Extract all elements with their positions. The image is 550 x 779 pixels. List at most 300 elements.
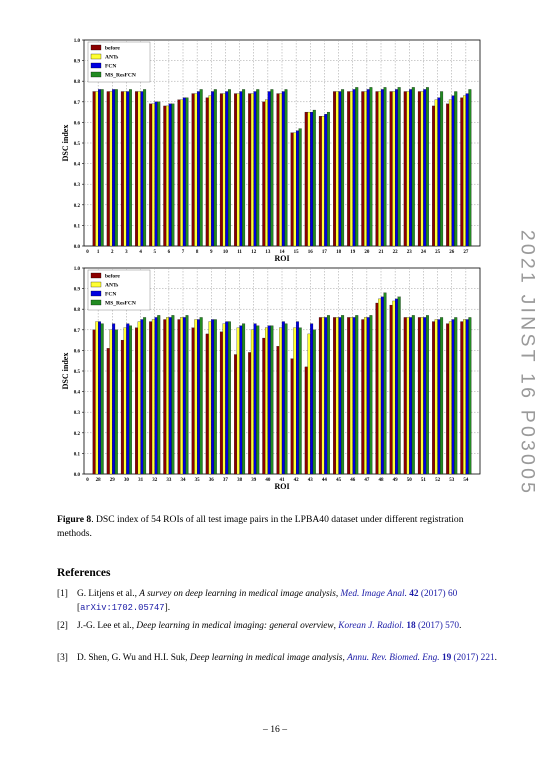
bar xyxy=(404,317,407,474)
bar xyxy=(138,322,141,474)
x-tick-label: 19 xyxy=(350,250,356,255)
bar xyxy=(333,317,336,474)
bar xyxy=(206,334,209,474)
y-tick-label: 0.1 xyxy=(73,224,80,230)
bar xyxy=(469,89,472,246)
bar xyxy=(93,330,96,474)
bar xyxy=(367,89,370,246)
bar xyxy=(282,322,285,474)
bar xyxy=(384,293,387,474)
page-number: – 16 – xyxy=(263,724,287,735)
bar xyxy=(341,89,344,246)
reference-journal-link[interactable] xyxy=(338,621,462,631)
bar xyxy=(163,106,166,246)
bar xyxy=(115,89,118,246)
bar xyxy=(240,326,243,474)
figure-caption-text: . DSC index of 54 ROIs of all test image pairs in the LPBA40 dataset under different registration methods. xyxy=(57,514,464,539)
bar xyxy=(143,317,146,474)
bar xyxy=(466,320,469,475)
bar xyxy=(242,89,245,246)
y-tick-label: 0.4 xyxy=(73,390,80,396)
bar xyxy=(327,315,330,474)
bar xyxy=(172,104,175,246)
bar xyxy=(225,322,228,474)
bar xyxy=(223,94,226,246)
bar xyxy=(409,89,412,246)
bar xyxy=(256,89,259,246)
bar xyxy=(347,92,350,247)
reference-year-pages: (2017) 570 xyxy=(415,621,460,631)
x-tick-label: 16 xyxy=(307,250,313,255)
y-tick-label: 0.0 xyxy=(73,473,80,478)
y-tick-label: 0.7 xyxy=(73,328,80,334)
x-tick-label: 24 xyxy=(420,250,426,255)
bar xyxy=(353,89,356,246)
bar xyxy=(135,92,138,247)
dsc-chart-rois-28-54 xyxy=(0,258,550,490)
bar xyxy=(392,301,395,474)
x-tick-label: 3 xyxy=(125,250,128,255)
bar xyxy=(279,94,282,246)
x-tick-label: 50 xyxy=(406,478,412,483)
bar xyxy=(234,94,237,246)
legend-swatch xyxy=(91,63,101,68)
bar xyxy=(169,104,172,246)
bar xyxy=(240,92,243,247)
bar xyxy=(446,324,449,474)
x-tick-label: 0 xyxy=(86,478,89,483)
bar xyxy=(438,320,441,475)
x-tick-label: 30 xyxy=(123,478,129,483)
bar xyxy=(364,317,367,474)
bar xyxy=(313,330,316,474)
legend-label: before xyxy=(105,45,120,52)
bar xyxy=(214,89,217,246)
y-tick-label: 1.0 xyxy=(73,267,80,272)
y-tick-label: 0.5 xyxy=(73,142,80,147)
y-tick-label: 0.9 xyxy=(73,59,80,65)
bar xyxy=(121,92,124,247)
bar xyxy=(254,92,257,247)
y-tick-label: 0.2 xyxy=(73,431,80,437)
bar xyxy=(180,100,183,246)
bar xyxy=(180,317,183,474)
reference-separator: , xyxy=(335,589,341,599)
bar xyxy=(194,320,197,475)
bar xyxy=(101,89,104,246)
bar xyxy=(228,322,231,474)
reference-year-pages: (2017) 221 xyxy=(451,653,495,663)
bar xyxy=(228,89,231,246)
bar xyxy=(209,96,212,246)
bar xyxy=(186,315,189,474)
journal-side-stamp xyxy=(517,178,537,548)
bar xyxy=(319,116,322,246)
x-tick-label: 13 xyxy=(265,250,271,255)
bar xyxy=(155,317,158,474)
y-tick-label: 0.2 xyxy=(73,203,80,209)
bar xyxy=(466,94,469,246)
legend-swatch xyxy=(91,291,101,296)
bar xyxy=(381,89,384,246)
x-tick-label: 44 xyxy=(321,478,327,483)
bar xyxy=(299,129,302,246)
figure-label: Figure 8 xyxy=(57,514,92,525)
bar xyxy=(265,328,268,474)
x-tick-label: 5 xyxy=(153,250,156,255)
bar xyxy=(237,328,240,474)
bar xyxy=(423,89,426,246)
legend-label: ANTs xyxy=(105,54,119,61)
bar xyxy=(166,317,169,474)
x-tick-label: 45 xyxy=(336,478,342,483)
y-tick-label: 0.8 xyxy=(73,308,80,314)
bar xyxy=(322,317,325,474)
bar xyxy=(135,328,138,474)
bar xyxy=(157,315,160,474)
bar xyxy=(262,102,265,246)
bar xyxy=(192,328,195,474)
bar xyxy=(409,317,412,474)
reference-number: [3] xyxy=(57,653,68,663)
bar xyxy=(381,297,384,474)
bar xyxy=(101,324,104,474)
y-axis-label: DSC index xyxy=(61,124,70,162)
x-tick-label: 32 xyxy=(152,478,158,483)
bar xyxy=(183,98,186,246)
bar xyxy=(460,98,463,246)
bar xyxy=(248,352,251,474)
reference-title: Deep learning in medical imaging: general overview xyxy=(136,621,334,631)
bar xyxy=(395,299,398,474)
legend xyxy=(88,42,150,82)
bar xyxy=(299,328,302,474)
bar xyxy=(141,320,144,475)
x-tick-label: 26 xyxy=(449,250,455,255)
bar xyxy=(423,317,426,474)
legend-label: MS_ResFCN xyxy=(105,72,136,79)
bar xyxy=(285,324,288,474)
bar xyxy=(115,330,118,474)
bar xyxy=(248,94,251,246)
bar xyxy=(152,104,155,246)
bar xyxy=(242,324,245,474)
bar xyxy=(155,102,158,246)
bar xyxy=(157,102,160,246)
bar xyxy=(310,324,313,474)
bar xyxy=(93,92,96,247)
bar xyxy=(197,320,200,475)
bar xyxy=(200,89,203,246)
y-tick-label: 0.4 xyxy=(73,162,80,168)
y-tick-label: 0.6 xyxy=(73,121,80,127)
bar xyxy=(121,340,124,474)
reference-arxiv-link[interactable]: arXiv:1702.05747 xyxy=(80,602,165,613)
bar xyxy=(214,320,217,475)
reference-journal: Med. Image Anal. xyxy=(340,589,407,599)
bar xyxy=(350,317,353,474)
x-tick-label: 20 xyxy=(364,250,370,255)
x-axis-label: ROI xyxy=(274,254,290,262)
x-tick-label: 25 xyxy=(435,250,441,255)
bar xyxy=(324,317,327,474)
bar xyxy=(112,324,115,474)
x-tick-label: 11 xyxy=(237,250,242,255)
bar xyxy=(398,87,401,246)
bar xyxy=(95,322,98,474)
x-tick-label: 37 xyxy=(222,478,228,483)
bar xyxy=(112,89,115,246)
legend-label: FCN xyxy=(105,63,117,70)
x-tick-label: 12 xyxy=(251,250,257,255)
bar xyxy=(129,326,132,474)
bar xyxy=(251,94,254,246)
reference-year-pages: (2017) 60 xyxy=(418,589,458,599)
y-tick-label: 0.3 xyxy=(73,411,80,417)
bar xyxy=(355,87,358,246)
x-tick-label: 47 xyxy=(364,478,370,483)
bar xyxy=(126,324,129,474)
reference-authors: D. Shen, G. Wu and H.I. Suk, xyxy=(77,653,190,663)
bar xyxy=(438,98,441,246)
x-tick-label: 51 xyxy=(420,478,426,483)
reference-authors: G. Litjens et al., xyxy=(77,589,140,599)
bar xyxy=(341,315,344,474)
bar xyxy=(463,320,466,475)
bar xyxy=(404,92,407,247)
y-tick-label: 0.7 xyxy=(73,100,80,106)
legend-swatch xyxy=(91,300,101,305)
reference-journal-link[interactable] xyxy=(347,653,495,663)
bar xyxy=(293,328,296,474)
bar xyxy=(277,94,280,246)
bar xyxy=(310,112,313,246)
reference-end: . xyxy=(459,621,462,631)
x-axis-label: ROI xyxy=(274,482,290,490)
bar xyxy=(454,317,457,474)
bar xyxy=(305,367,308,474)
x-tick-label: 33 xyxy=(166,478,172,483)
bar xyxy=(209,322,212,474)
reference-separator: , xyxy=(333,621,339,631)
bar xyxy=(449,100,452,246)
bar xyxy=(426,87,429,246)
x-tick-label: 34 xyxy=(180,478,186,483)
x-tick-label: 48 xyxy=(378,478,384,483)
bar xyxy=(421,92,424,247)
x-tick-label: 38 xyxy=(237,478,243,483)
bar xyxy=(265,100,268,246)
legend-swatch xyxy=(91,54,101,59)
x-tick-label: 29 xyxy=(109,478,115,483)
bar xyxy=(262,338,265,474)
bar xyxy=(336,92,339,247)
bar xyxy=(291,133,294,246)
bar xyxy=(296,322,299,474)
bar xyxy=(271,326,274,474)
bar xyxy=(339,92,342,247)
y-tick-label: 0.9 xyxy=(73,287,80,293)
bar xyxy=(237,94,240,246)
references-heading: References xyxy=(57,567,111,579)
legend xyxy=(88,270,150,310)
bar xyxy=(412,87,415,246)
legend-swatch xyxy=(91,72,101,77)
reference-volume: 19 xyxy=(441,653,452,663)
bar xyxy=(271,89,274,246)
bar xyxy=(200,317,203,474)
bar xyxy=(277,346,280,474)
bar xyxy=(350,92,353,247)
x-tick-label: 23 xyxy=(406,250,412,255)
bar xyxy=(412,315,415,474)
bar xyxy=(220,94,223,246)
reference-journal: Annu. Rev. Biomed. Eng. xyxy=(347,653,440,663)
x-tick-label: 4 xyxy=(139,250,142,255)
bar xyxy=(435,100,438,246)
bar xyxy=(390,305,393,474)
x-tick-label: 52 xyxy=(435,478,441,483)
x-tick-label: 10 xyxy=(222,250,228,255)
bar xyxy=(353,317,356,474)
legend-label: ANTs xyxy=(105,282,119,289)
legend-label: before xyxy=(105,273,120,280)
bar xyxy=(378,92,381,247)
bar xyxy=(149,104,152,246)
bar xyxy=(463,96,466,246)
x-tick-label: 40 xyxy=(265,478,271,483)
x-tick-label: 31 xyxy=(138,478,144,483)
bar xyxy=(435,320,438,475)
bar xyxy=(143,89,146,246)
bar xyxy=(223,324,226,474)
bar xyxy=(449,322,452,474)
bar xyxy=(361,92,364,247)
reference-end: . xyxy=(167,602,171,613)
bar xyxy=(234,355,237,474)
y-tick-label: 0.0 xyxy=(73,245,80,250)
x-tick-label: 17 xyxy=(321,250,327,255)
bar xyxy=(183,317,186,474)
bar xyxy=(305,112,308,246)
bar xyxy=(282,92,285,247)
bar xyxy=(418,317,421,474)
bar xyxy=(432,106,435,246)
reference-journal-link[interactable] xyxy=(340,589,457,599)
bar xyxy=(178,100,181,246)
bar xyxy=(460,322,463,474)
bar xyxy=(333,92,336,247)
legend-swatch xyxy=(91,282,101,287)
legend-swatch xyxy=(91,45,101,50)
bar xyxy=(324,114,327,246)
x-tick-label: 36 xyxy=(208,478,214,483)
x-tick-label: 27 xyxy=(463,250,469,255)
bar xyxy=(407,317,410,474)
x-tick-label: 54 xyxy=(463,478,469,483)
reference-separator: , xyxy=(342,653,348,663)
bar xyxy=(254,324,257,474)
x-tick-label: 39 xyxy=(251,478,257,483)
bar xyxy=(268,92,271,247)
x-tick-label: 8 xyxy=(195,250,199,255)
reference-volume: 18 xyxy=(406,621,416,631)
bar xyxy=(319,317,322,474)
bar xyxy=(169,317,172,474)
bar xyxy=(211,92,214,247)
x-tick-label: 2 xyxy=(111,250,114,255)
x-tick-label: 46 xyxy=(350,478,356,483)
bar xyxy=(364,92,367,247)
bar xyxy=(376,303,379,474)
bar xyxy=(138,92,141,247)
bar xyxy=(446,104,449,246)
dsc-chart-rois-1-27 xyxy=(0,30,550,262)
bar xyxy=(129,89,132,246)
x-tick-label: 14 xyxy=(279,250,285,255)
bar xyxy=(251,330,254,474)
bar xyxy=(469,317,472,474)
x-tick-label: 41 xyxy=(279,478,285,483)
x-tick-label: 9 xyxy=(210,250,213,255)
x-tick-label: 22 xyxy=(392,250,398,255)
bar xyxy=(347,317,350,474)
x-tick-label: 42 xyxy=(293,478,299,483)
bar xyxy=(98,89,101,246)
bar xyxy=(452,96,455,246)
bar xyxy=(285,89,288,246)
bar xyxy=(395,89,398,246)
legend-label: FCN xyxy=(105,291,117,298)
bar xyxy=(225,92,228,247)
y-tick-label: 0.6 xyxy=(73,349,80,355)
bar xyxy=(367,317,370,474)
bar xyxy=(432,322,435,474)
bar xyxy=(110,330,113,474)
x-tick-label: 43 xyxy=(307,478,313,483)
bar xyxy=(390,92,393,247)
bar xyxy=(308,112,311,246)
bar xyxy=(279,328,282,474)
reference-number: [2] xyxy=(57,621,68,631)
y-axis-label: DSC index xyxy=(61,352,70,390)
bar xyxy=(124,328,127,474)
bar xyxy=(192,94,195,246)
reference-end: . xyxy=(494,653,497,663)
bar xyxy=(291,359,294,474)
reference-title: Deep learning in medical image analysis xyxy=(189,653,343,663)
reference-journal: Korean J. Radiol. xyxy=(338,621,405,631)
bar xyxy=(407,92,410,247)
bar xyxy=(370,315,373,474)
x-tick-label: 49 xyxy=(392,478,398,483)
y-tick-label: 0.1 xyxy=(73,452,80,458)
reference-volume: 42 xyxy=(409,589,419,599)
bar xyxy=(186,98,189,246)
bar xyxy=(308,334,311,474)
bar xyxy=(454,92,457,247)
bar xyxy=(336,317,339,474)
x-tick-label: 21 xyxy=(378,250,384,255)
x-tick-label: 28 xyxy=(95,478,101,483)
bar xyxy=(322,116,325,246)
bar xyxy=(107,92,110,247)
bar xyxy=(256,326,259,474)
bar xyxy=(149,322,152,474)
bar xyxy=(452,320,455,475)
bar xyxy=(163,320,166,475)
bar xyxy=(293,133,296,246)
